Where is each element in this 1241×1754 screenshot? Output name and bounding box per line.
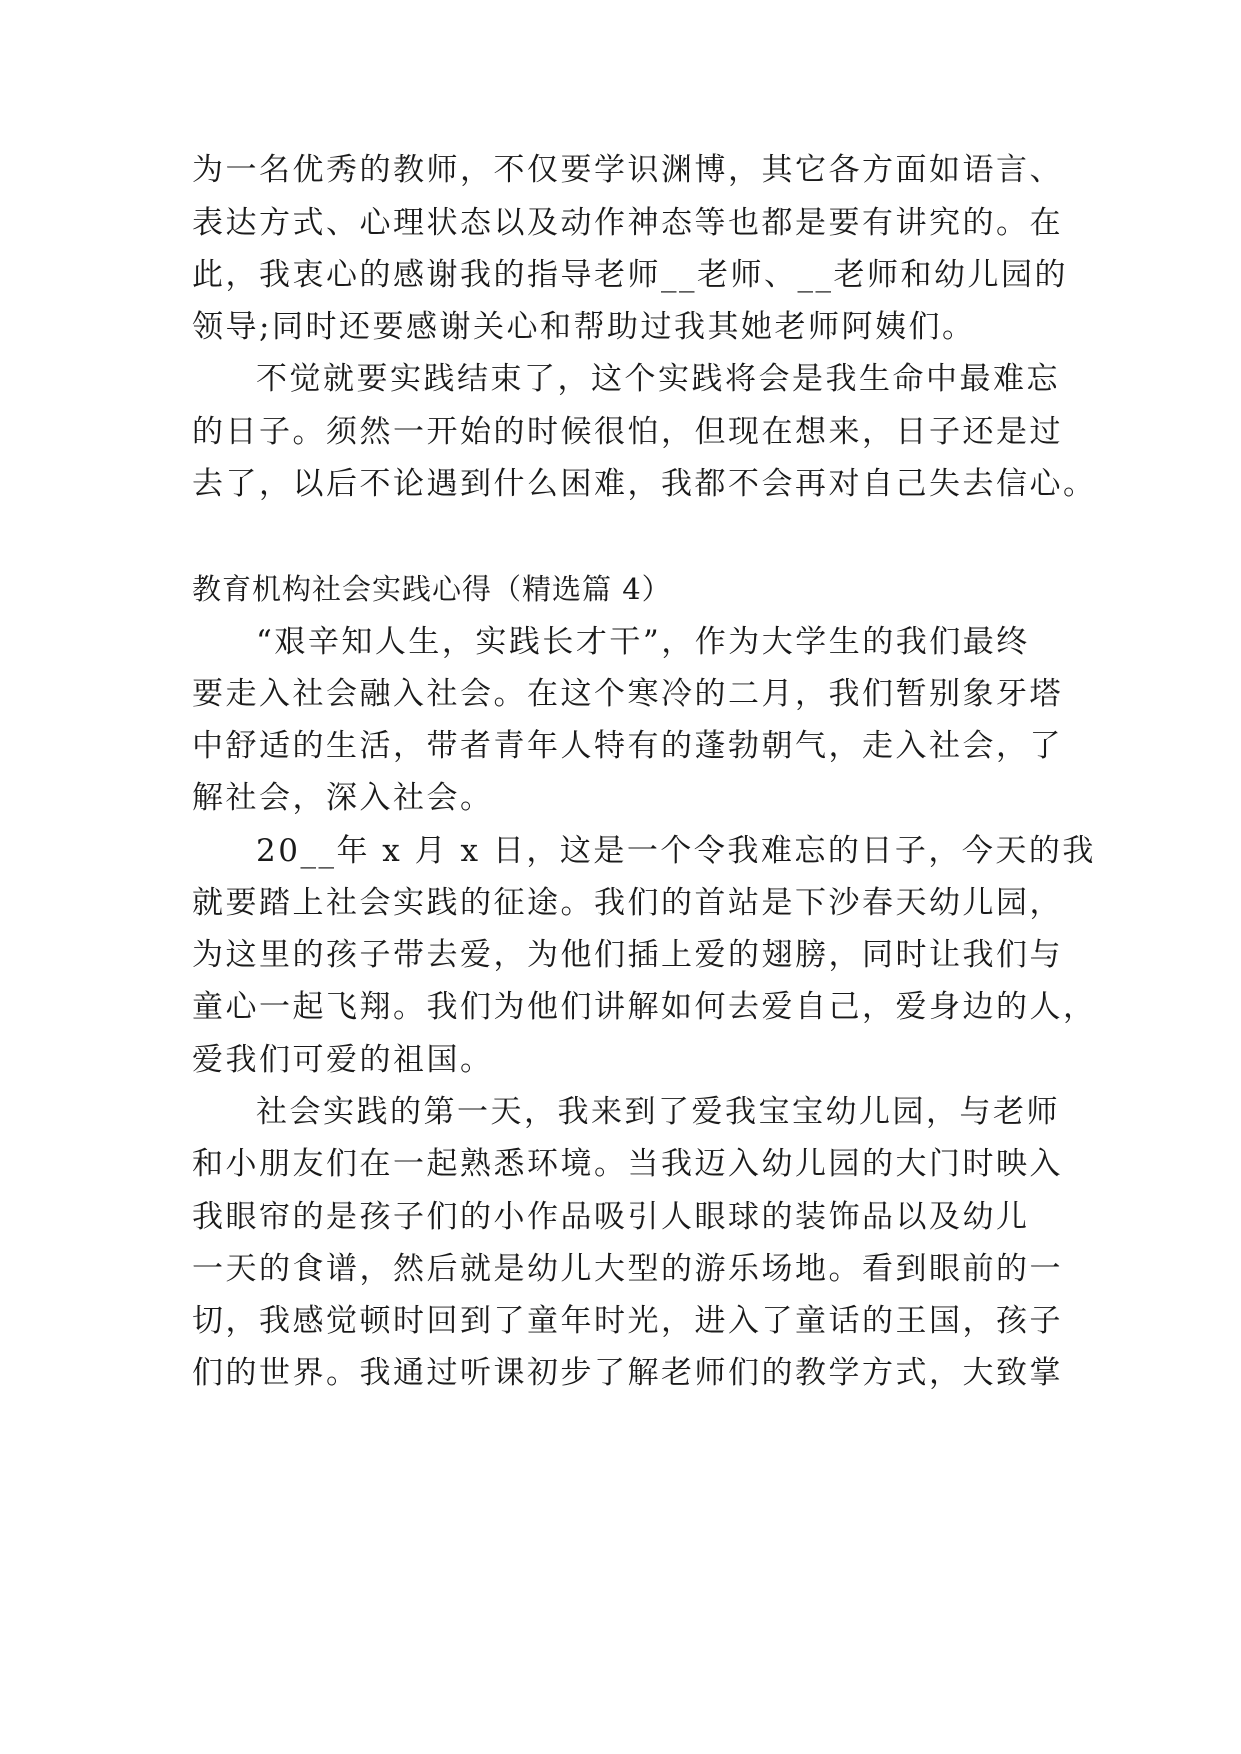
text-line: 我眼帘的是孩子们的小作品吸引人眼球的装饰品以及幼儿	[192, 1199, 1030, 1235]
text-line: 此，我衷心的感谢我的指导老师__老师、__老师和幼儿园的	[192, 257, 1068, 293]
text-line: 表达方式、心理状态以及动作神态等也都是要有讲究的。在	[192, 205, 1063, 241]
text-line: 童心一起飞翔。我们为他们讲解如何去爱自己，爱身边的人，	[192, 989, 1097, 1025]
text-line: 要走入社会融入社会。在这个寒冷的二月，我们暂别象牙塔	[192, 676, 1063, 712]
text-line: 不觉就要实践结束了，这个实践将会是我生命中最难忘	[256, 361, 1060, 397]
text-line: 社会实践的第一天，我来到了爱我宝宝幼儿园，与老师	[256, 1094, 1060, 1130]
text-line: 20__年 x 月 x 日，这是一个令我难忘的日子，今天的我	[256, 833, 1096, 869]
text-line: 中舒适的生活，带者青年人特有的蓬勃朝气，走入社会，了	[192, 728, 1063, 764]
text-line: 一天的食谱，然后就是幼儿大型的游乐场地。看到眼前的一	[192, 1251, 1063, 1287]
text-line: 的日子。须然一开始的时候很怕，但现在想来，日子还是过	[192, 414, 1063, 450]
text-line: 为这里的孩子带去爱，为他们插上爱的翅膀，同时让我们与	[192, 937, 1063, 973]
section-heading: 教育机构社会实践心得（精选篇 4）	[192, 572, 672, 606]
text-line: 为一名优秀的教师，不仅要学识渊博，其它各方面如语言、	[192, 152, 1063, 188]
text-line: 和小朋友们在一起熟悉环境。当我迈入幼儿园的大门时映入	[192, 1146, 1063, 1182]
text-line: 切，我感觉顿时回到了童年时光，进入了童话的王国，孩子	[192, 1303, 1063, 1339]
text-line: 领导;同时还要感谢关心和帮助过我其她老师阿姨们。	[192, 309, 976, 345]
text-line: 就要踏上社会实践的征途。我们的首站是下沙春天幼儿园，	[192, 885, 1063, 921]
text-line: 解社会，深入社会。	[192, 780, 494, 816]
text-line: 们的世界。我通过听课初步了解老师们的教学方式，大致掌	[192, 1355, 1063, 1391]
text-line: 去了，以后不论遇到什么困难，我都不会再对自己失去信心。	[192, 466, 1097, 502]
text-line: “艰辛知人生，实践长才干”，作为大学生的我们最终	[256, 624, 1030, 660]
text-line: 爱我们可爱的祖国。	[192, 1042, 494, 1078]
